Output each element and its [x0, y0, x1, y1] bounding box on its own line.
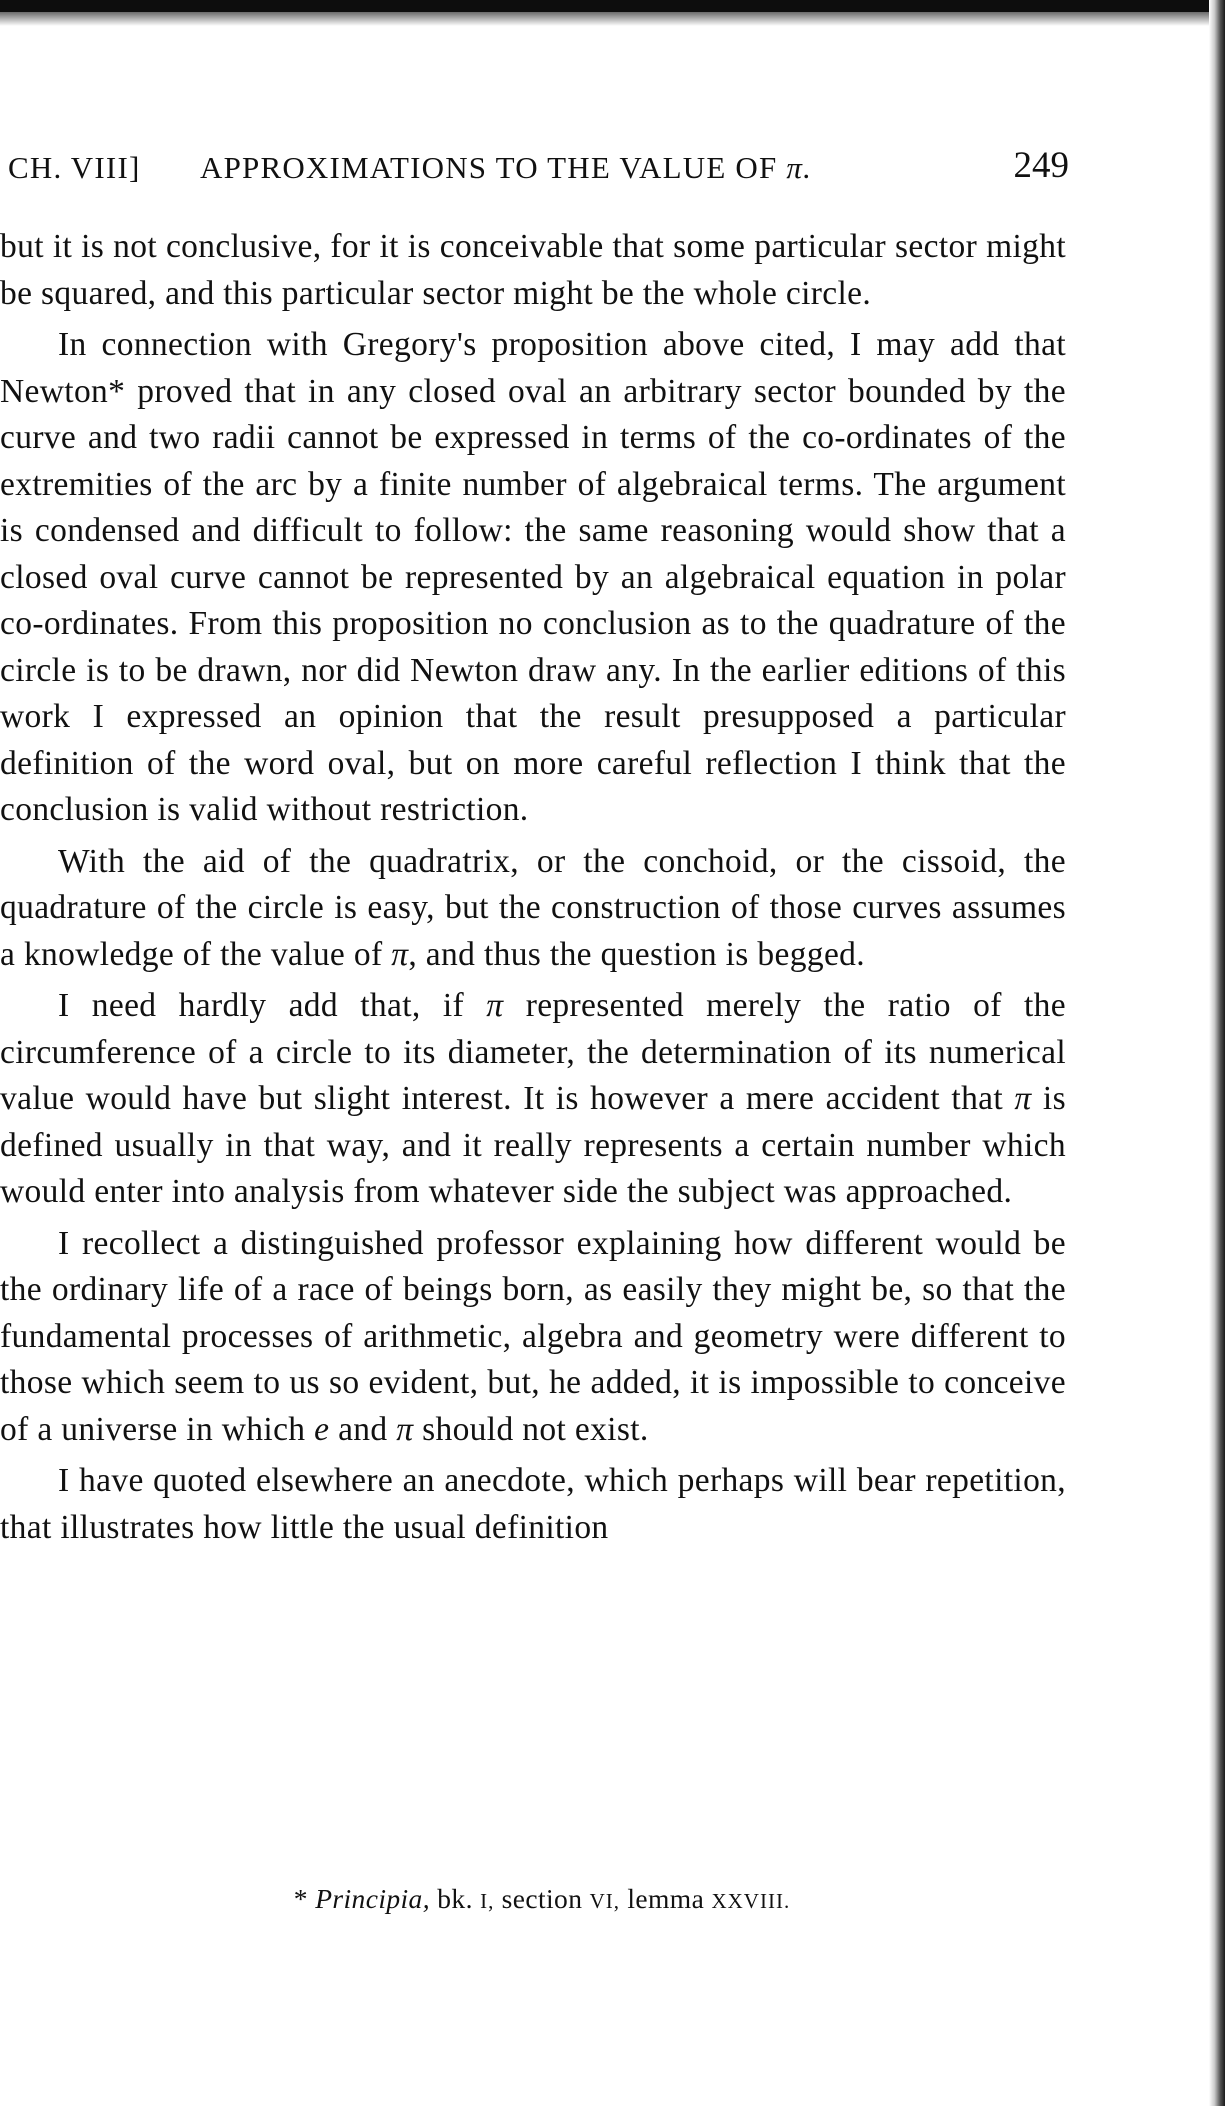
pi-symbol: π: [391, 935, 409, 973]
footnote-lemma-label: lemma: [627, 1883, 705, 1914]
footnote-lemma-number: XXVIII.: [711, 1889, 791, 1913]
paragraph-ratio-text-1: I need hardly add that, if: [58, 987, 487, 1024]
footnote: [0, 1880, 1066, 1920]
running-head: [8, 146, 1069, 190]
paragraph-ratio-text-2: represented merely the ratio of the circumference of a circle to its diameter, the determination of its numerical value would have but slight interest. It is however a mere accident that: [0, 987, 1066, 1117]
page-top-edge: [0, 0, 1225, 12]
paragraph-quadratrix: [0, 839, 1066, 979]
e-symbol: e: [314, 1410, 330, 1448]
footnote-book-label: bk.: [437, 1883, 473, 1914]
paragraph-quadratrix-text-1: With the aid of the quadratrix, or the conchoid, or the cissoid, the quadrature of the circle is easy, but the construction of those curves assumes a knowledge of the value of: [0, 842, 1066, 973]
paragraph-newton: In connection with Gregory's proposition above cited, I may add that Newton* proved that in any closed oval an arbitrary sector bounded by the curve and two radii cannot be expressed in terms of the co-ordinates of the extremities of the arc by a finite number of algebraical terms. The argument is condensed and difficult to follow: the same reasoning would show that a closed oval curve cannot be represented by an algebraical equation in polar co-ordinates. From this proposition no conclusion as to the quadrature of the circle is to be drawn, nor did Newton draw any. In the earlier editions of this work I expressed an opinion that the result presupposed a particular definition of the word oval, but on more careful reflection I think that the conclusion is valid without restriction.: [0, 326, 1066, 828]
footnote-section-number: VI,: [589, 1889, 621, 1913]
footnote-marker: *: [293, 1883, 308, 1914]
body-text: [0, 224, 1066, 1551]
paragraph-ratio-text-3: is defined usually in that way, and it really represents a certain number which would enter into analysis from whatever side the subject was approached.: [0, 1080, 1066, 1210]
paragraph-quadratrix-text-2: , and thus the question is begged.: [408, 935, 865, 973]
page-right-edge: [1209, 0, 1225, 2106]
pi-symbol: π: [1014, 1080, 1032, 1117]
paragraph-professor: [0, 1221, 1066, 1454]
page-top-shadow: [0, 12, 1225, 26]
paragraph-continued: but it is not conclusive, for it is conceivable that some particular sector might be squared, and this particular sector might be the whole circle.: [0, 228, 1066, 312]
footnote-section-label: section: [501, 1883, 583, 1914]
running-title-pi-symbol: π.: [786, 150, 813, 185]
footnote-work-title: Principia,: [315, 1883, 430, 1914]
paragraph-professor-text-1: I recollect a distinguished professor explaining how different would be the ordinary life of a race of beings born, as easily they might be, so that the fundamental processes of arithmetic, algebra and geometry were different to those which seem to us so evident, but, he added, it is impossible to conceive of a universe in which: [0, 1224, 1066, 1448]
paragraph-professor-text-3: should not exist.: [413, 1410, 649, 1448]
running-title: [200, 146, 812, 190]
footnote-book-number: I,: [480, 1889, 495, 1913]
paragraph-professor-text-2: and: [329, 1410, 397, 1448]
paragraph-ratio: [0, 983, 1066, 1216]
pi-symbol: π: [486, 987, 504, 1024]
chapter-label: CH. VIII]: [8, 150, 141, 185]
page-number: 249: [1013, 145, 1069, 186]
paragraph-anecdote: I have quoted elsewhere an anecdote, which perhaps will bear repetition, that illustrates how little the usual definition: [0, 1462, 1066, 1546]
running-title-text: APPROXIMATIONS TO THE VALUE OF: [200, 150, 778, 185]
pi-symbol: π: [396, 1410, 414, 1448]
